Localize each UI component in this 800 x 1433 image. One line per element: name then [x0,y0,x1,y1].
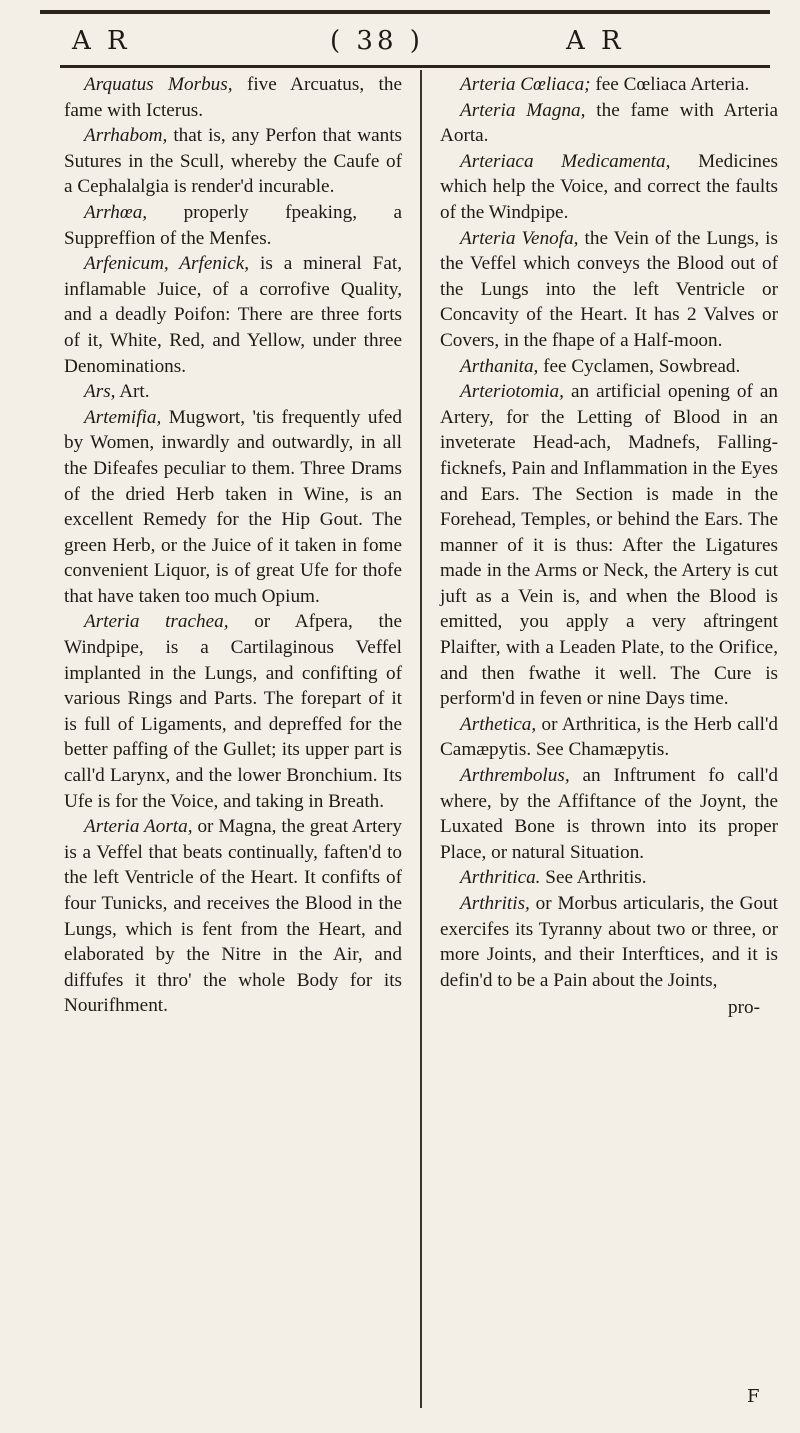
header-right: A R [566,26,625,56]
dictionary-entry: Artemifia, Mugwort, 'tis frequently ufed by Women, inwardly and outwardly, in all the Difeafes peculiar to them. Three Drams of the dried Herb taken in Wine, is an excellent Remedy for the Hip Gout. The green Herb, or the Juice of it taken in fome convenient Liquor, is of great Ufe for thofe that have taken too much Opium. [64,406,402,607]
page-number: ( 38 ) [330,26,424,56]
dictionary-entry: Arteria Magna, the fame with Arteria Aorta. [440,99,778,147]
dictionary-entry: Arteria Venofa, the Vein of the Lungs, is the Veffel which conveys the Blood out of the Lungs into the left Ventricle or Concavity of the Heart. It has 2 Valves or Covers, in the fhape of a Half-moon. [440,227,778,351]
dictionary-entry: Arteriaca Medicamenta, Medicines which help the Voice, and correct the faults of the Windpipe. [440,150,778,223]
left-column [64,72,402,1019]
dictionary-entry: Arteria trachea, or Afpera, the Windpipe, is a Cartilaginous Veffel implanted in the Lungs, and confifting of various Rings and Parts. The forepart of it is full of Ligaments, and depreffed for the better paffing of the Gullet; its upper part is call'd Larynx, and the lower Bronchium. Its Ufe is for the Voice, and taking in Breath. [64,611,402,812]
dictionary-entry: Arrhœa, properly fpeaking, a Suppreffion of the Menfes. [64,201,402,249]
column-divider [420,70,422,1408]
dictionary-entry: Arfenicum, Arfenick, is a mineral Fat, inflamable Juice, of a corrofive Quality, and a deadly Poifon: There are three forts of it, White, Red, and Yellow, under three Denominations. [64,253,403,377]
catchword: pro- [728,997,760,1019]
dictionary-entry: Arthritis, or Morbus articularis, the Gout exercifes its Tyranny about two or three, or more Joints, and their Interftices, and it is defin'd to be a Pain about the Joints, [440,893,778,991]
dictionary-entry: Arthritica. See Arthritis. [460,867,647,889]
header-rule [60,65,770,68]
header-left: A R [72,26,131,56]
dictionary-entry: Arthanita, fee Cyclamen, Sowbread. [460,355,741,377]
right-column [440,72,778,1021]
dictionary-entry: Arthrembolus, an Inftrument fo call'd where, by the Affiftance of the Joynt, the Luxated Bone is thrown into its proper Place, or natural Situation. [440,765,778,863]
top-rule [40,10,770,14]
signature-mark: F [747,1386,760,1407]
dictionary-entry: Arteriotomia, an artificial opening of an Artery, for the Letting of Blood in an inveterate Head-ach, Madnefs, Falling-ficknefs, Pain and Inflammation in the Eyes and Ears. The Section is made in the Forehead, Temples, or behind the Ears. The manner of it is thus: After the Ligatures made in the Arms or Neck, the Artery is cut juft as a Vein is, and when the Blood is emitted, you apply a very aftringent Plaifter, with a Leaden Plate, to the Orifice, and then fwathe it well. The Cure is perform'd in feven or nine Days time. [440,381,778,710]
dictionary-entry: Ars, Art. [84,381,150,403]
running-header [40,10,770,70]
dictionary-entry: Arthetica, or Arthritica, is the Herb call'd Camæpytis. See Chamæpytis. [440,713,778,761]
dictionary-entry: Arrhabom, that is, any Perfon that wants Sutures in the Scull, whereby the Caufe of a Cephalalgia is render'd incurable. [64,125,402,198]
dictionary-entry: Arquatus Morbus, five Arcuatus, the fame with Icterus. [64,74,402,121]
dictionary-entry: Arteria Cœliaca; fee Cœliaca Arteria. [460,74,750,95]
dictionary-entry: Arteria Aorta, or Magna, the great Artery is a Veffel that beats continually, faften'd to the left Ventricle of the Heart. It confifts of four Tunicks, and receives the Blood in the Lungs, which is fent from the Heart, and elaborated by the Nitre in the Air, and diffufes it thro' the whole Body for its Nourifhment. [64,816,402,1017]
